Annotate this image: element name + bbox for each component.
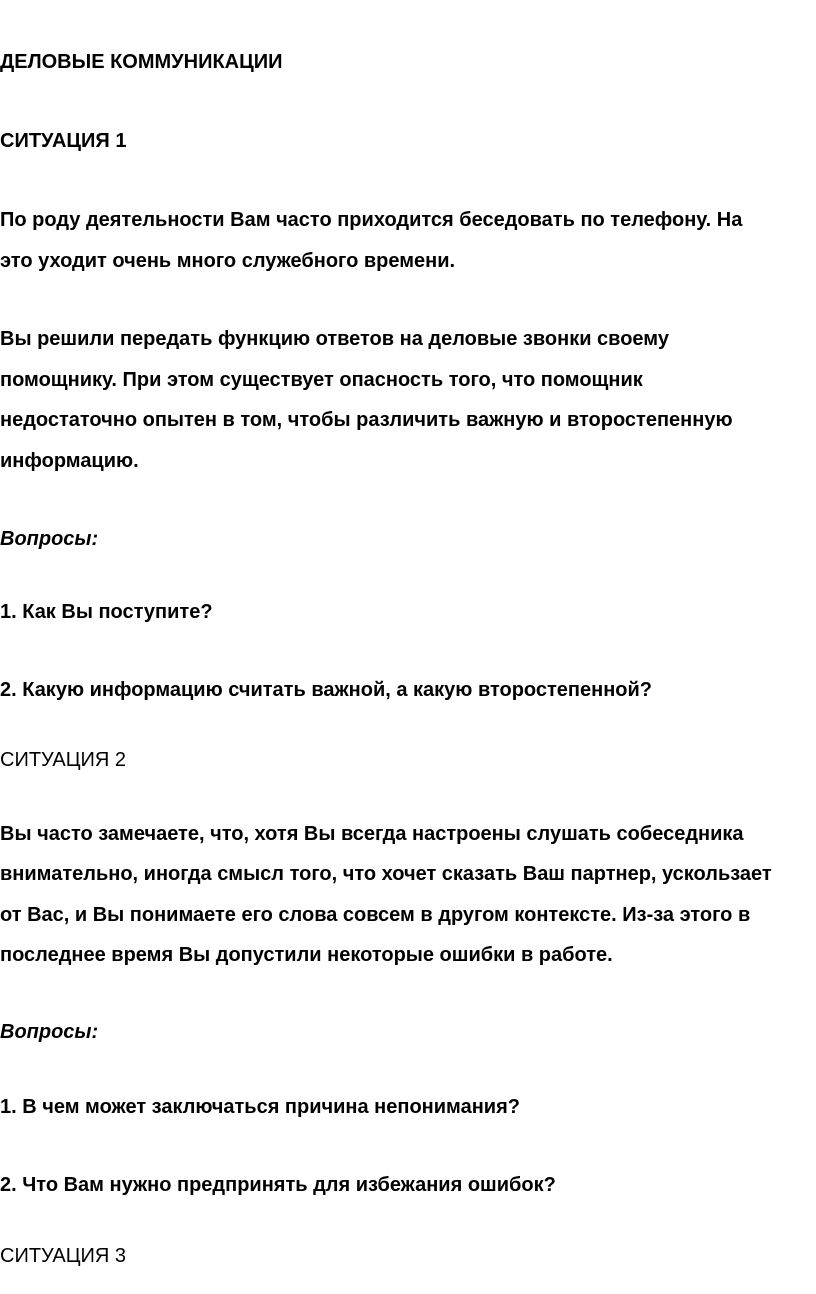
situation-2-paragraph-1-line-2: внимательно, иногда смысл того, что хочет сказать Ваш партнер, ускользает [0, 863, 772, 885]
situation-2-paragraph-1-line-4: последнее время Вы допустили некоторые ошибки в работе. [0, 944, 613, 966]
situation-1-paragraph-2-line-4: информацию. [0, 450, 139, 472]
situation-2-heading: СИТУАЦИЯ 2 [0, 749, 127, 771]
document-title: ДЕЛОВЫЕ КОММУНИКАЦИИ [0, 51, 283, 73]
situation-1-paragraph-1-line-2: это уходит очень много служебного времени. [0, 250, 456, 272]
situation-2-paragraph-1-line-3: от Вас, и Вы понимаете его слова совсем в другом контексте. Из-за этого в [0, 904, 751, 926]
situation-2-questions-label: Вопросы: [0, 1021, 99, 1043]
situation-1-paragraph-2-line-1: Вы решили передать функцию ответов на деловые звонки своему [0, 328, 669, 350]
situation-2-paragraph-1-line-1: Вы часто замечаете, что, хотя Вы всегда настроены слушать собеседника [0, 823, 744, 845]
situation-1-paragraph-2-line-3: недостаточно опытен в том, чтобы различить важную и второстепенную [0, 409, 733, 431]
situation-1-paragraph-2-line-2: помощнику. При этом существует опасность того, что помощник [0, 369, 643, 391]
situation-3-heading: СИТУАЦИЯ 3 [0, 1245, 127, 1267]
situation-1-paragraph-1-line-1: По роду деятельности Вам часто приходится беседовать по телефону. На [0, 209, 743, 231]
situation-1-heading: СИТУАЦИЯ 1 [0, 130, 127, 152]
situation-2-question-1: 1. В чем может заключаться причина непонимания? [0, 1096, 520, 1118]
situation-1-questions-label: Вопросы: [0, 528, 99, 550]
situation-2-question-2: 2. Что Вам нужно предпринять для избежания ошибок? [0, 1174, 556, 1196]
situation-1-question-1: 1. Как Вы поступите? [0, 601, 213, 623]
situation-1-question-2: 2. Какую информацию считать важной, а какую второстепенной? [0, 679, 653, 701]
